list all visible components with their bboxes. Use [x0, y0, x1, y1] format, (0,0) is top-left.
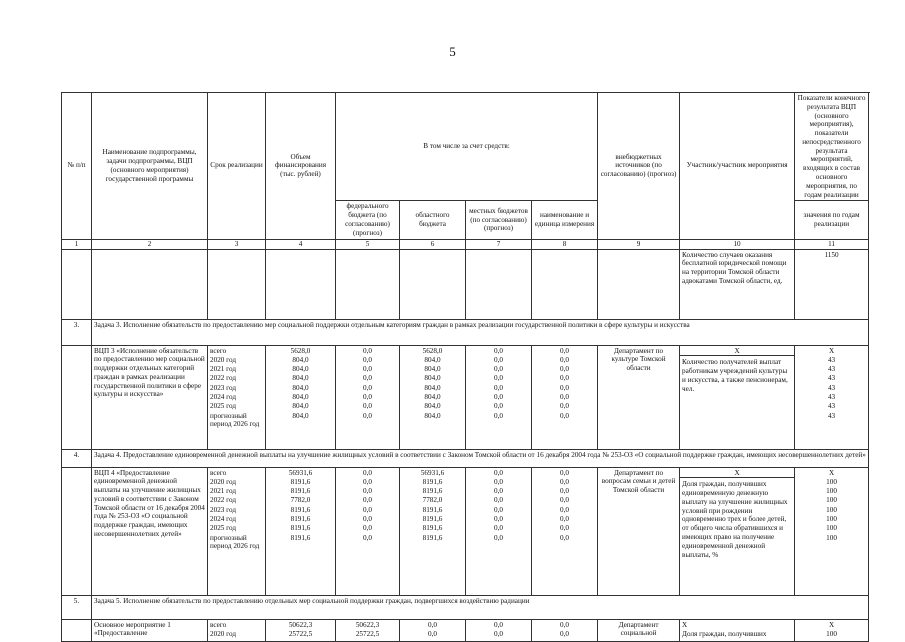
vcp3-regional	[400, 345, 466, 449]
vcp4-indicator-x: Х	[680, 469, 794, 479]
vcp3-local-value: 0,0	[494, 402, 503, 411]
header-federal: федерального бюджета (по согласованию) (прогноз)	[336, 201, 400, 239]
vcp4-ind-values-value: 100	[826, 533, 837, 542]
om1-extra-value: 0,0	[560, 620, 570, 629]
vcp3-volume-value: 804,0	[292, 383, 309, 392]
om1-volume-value: 50622,3	[288, 620, 313, 629]
vcp4-extra-value: 0,0	[560, 487, 570, 496]
vcp4-federal-value: 0,0	[363, 524, 372, 533]
vcp3-terms-value: прогнозный период 2026 год	[210, 411, 260, 429]
task4-num: 4.	[62, 449, 92, 467]
vcp3-ind-values	[795, 345, 869, 449]
header-including: В том числе за счет средств:	[336, 93, 598, 201]
vcp4-terms-value: 2020 год	[210, 477, 236, 486]
vcp4-terms-value: 2025 год	[210, 524, 236, 533]
column-number: 3	[208, 239, 266, 249]
vcp4-volume-value: 8191,6	[290, 477, 311, 486]
vcp4-extra-value: 0,0	[560, 514, 570, 523]
vcp4-ind-values-value: 100	[826, 496, 837, 505]
task-row	[62, 449, 869, 467]
vcp3-ind-values-value: 43	[827, 402, 836, 411]
vcp3-regional-value: 5628,0	[422, 346, 443, 355]
vcp4-terms-value: 2024 год	[210, 514, 236, 523]
vcp3-local-value: 0,0	[494, 374, 503, 383]
header-local: местных бюджетов (по согласованию) (прогноз)	[466, 201, 532, 239]
om1-ind-values	[795, 619, 869, 641]
om1-terms	[208, 619, 266, 641]
vcp4-regional-value: 8191,6	[422, 487, 443, 496]
vcp4-extra-value: 0,0	[560, 477, 570, 486]
vcp3-volume-value: 5628,0	[290, 346, 311, 355]
vcp3-terms-value: 2024 год	[210, 392, 236, 401]
om1-participant: Департамент социальной	[598, 619, 680, 641]
header-ind-value: значения по годам реализации	[795, 201, 869, 239]
header-volume: Объем финансирования (тыс. рублей)	[266, 93, 336, 240]
vcp3-volume	[266, 345, 336, 449]
vcp3-regional-value: 804,0	[424, 365, 441, 374]
column-number: 10	[680, 239, 795, 249]
continuation-row	[62, 249, 869, 319]
vcp3-extra-value: 0,0	[560, 374, 570, 383]
om1-regional	[400, 619, 466, 641]
om1-indicator-value: Доля граждан, получивших	[682, 629, 767, 638]
vcp4-volume	[266, 467, 336, 595]
vcp4-regional-value: 8191,6	[422, 477, 443, 486]
vcp4-federal-value: 0,0	[363, 514, 372, 523]
vcp3-ind-values-value: 43	[827, 365, 836, 374]
vcp3-terms-value: всего	[210, 346, 227, 355]
header-participant: Участник/участник мероприятия	[680, 93, 795, 240]
vcp4-indicator-text: Доля граждан, получивших единовременную денежную выплату на улучшение жилищных условий при рождении одновременно трех и более детей, от общего числа обратившихся и имеющих право на получение единовременной денежной выплаты, %	[682, 480, 788, 559]
om1-federal	[336, 619, 400, 641]
vcp4-ind-values-value: 100	[826, 477, 837, 486]
vcp4-federal-value: 0,0	[363, 468, 372, 477]
column-number: 9	[598, 239, 680, 249]
vcp3-indicator-x: Х	[680, 347, 794, 357]
vcp3-terms-value: 2020 год	[210, 355, 236, 364]
vcp3-regional-value: 804,0	[424, 374, 441, 383]
vcp3-indicator	[680, 345, 795, 449]
om1-regional-value: 0,0	[428, 620, 437, 629]
vcp3-local-value: 0,0	[494, 383, 503, 392]
vcp4-regional-value: 8191,6	[422, 514, 443, 523]
vcp4-terms	[208, 467, 266, 595]
vcp4-federal-value: 0,0	[363, 477, 372, 486]
header-ind-name: наименование и единица измерения	[532, 201, 598, 239]
vcp3-regional-value: 804,0	[424, 392, 441, 401]
continuation-indicator: Количество случаев оказания бесплатной юридической помощи на территории Томской области адвокатами Томской области, ед.	[680, 249, 795, 319]
vcp3-ind-values-value: Х	[828, 346, 835, 355]
vcp3-ind-values-value: 43	[827, 355, 836, 364]
vcp3-extra-value: 0,0	[560, 346, 570, 355]
om1-volume-value: 25722,5	[288, 629, 313, 638]
vcp4-volume-value: 8191,6	[290, 487, 311, 496]
vcp4-ind-values-value: 100	[826, 524, 837, 533]
vcp3-ind-values-value: 43	[827, 374, 836, 383]
vcp3-ind-values-value: 43	[827, 392, 836, 401]
vcp4-ind-values	[795, 467, 869, 595]
task5-num: 5.	[62, 595, 92, 619]
vcp4-extra-value: 0,0	[560, 524, 570, 533]
column-number: 8	[532, 239, 598, 249]
vcp3-regional-value: 804,0	[424, 383, 441, 392]
vcp3-federal-value: 0,0	[363, 392, 372, 401]
vcp3-federal-value: 0,0	[363, 402, 372, 411]
vcp4-local-value: 0,0	[494, 468, 503, 477]
vcp4-volume-value: 8191,6	[290, 533, 311, 542]
vcp4-federal-value: 0,0	[363, 496, 372, 505]
om1-volume	[266, 619, 336, 641]
vcp3-terms-value: 2022 год	[210, 374, 236, 383]
om1-terms-value: всего	[210, 620, 227, 629]
column-number: 7	[466, 239, 532, 249]
vcp3-terms-value: 2021 год	[210, 365, 236, 374]
header-num: № п/п	[62, 93, 92, 240]
om1-local-value: 0,0	[494, 620, 503, 629]
vcp4-local-value: 0,0	[494, 496, 503, 505]
vcp4-extra-value: 0,0	[560, 533, 570, 542]
vcp3-extra-value: 0,0	[560, 383, 570, 392]
vcp3-indicator-text: Количество получателей выплат работникам учреждений культуры и искусства, а также пенсионерам, чел.	[682, 358, 788, 393]
vcp3-volume-value: 804,0	[292, 355, 309, 364]
vcp4-terms-value: 2022 год	[210, 496, 236, 505]
vcp3-volume-value: 804,0	[292, 374, 309, 383]
vcp3-regional-value: 804,0	[424, 402, 441, 411]
vcp3-federal	[336, 345, 400, 449]
vcp4-name: ВЦП 4 «Предоставление единовременной денежной выплаты на улучшение жилищных условий в соответствии с Законом Томской области от 16 декабря 2004 года № 253-ОЗ «О социальной поддержке граждан, имеющих несовершеннолетних детей»	[92, 467, 208, 595]
vcp4-ind-values-value: 100	[826, 487, 837, 496]
vcp4-ind-values-value: Х	[828, 468, 835, 477]
om1-federal-value: 50622,3	[355, 620, 380, 629]
om1-ind-values-value: 100	[826, 629, 837, 638]
vcp4-extra-value: 0,0	[560, 505, 570, 514]
vcp4-volume-value: 56931,6	[288, 468, 313, 477]
vcp3-volume-value: 804,0	[292, 392, 309, 401]
column-number: 6	[400, 239, 466, 249]
vcp3-federal-value: 0,0	[363, 355, 372, 364]
vcp4-ind-values-value: 100	[826, 505, 837, 514]
vcp4-local-value: 0,0	[494, 477, 503, 486]
vcp3-ind-values-value: 43	[827, 411, 836, 420]
om1-local-value: 0,0	[494, 629, 503, 638]
header-name: Наименование подпрограммы, задачи подпрограммы, ВЦП (основного мероприятия) государственной программы	[92, 93, 208, 240]
vcp4-regional-value: 8191,6	[422, 533, 443, 542]
om1-local	[466, 619, 532, 641]
task4-text: Задача 4. Предоставление единовременной денежной выплаты на улучшение жилищных условий в соответствии с Законом Томской области от 16 декабря 2004 года № 253-ОЗ «О социальной поддержке граждан, имеющих несовершеннолетних детей»	[92, 449, 869, 467]
vcp3-row	[62, 345, 869, 449]
task-row	[62, 595, 869, 619]
vcp4-federal-value: 0,0	[363, 487, 372, 496]
vcp4-terms-value: 2023 год	[210, 505, 236, 514]
vcp3-num	[62, 345, 92, 449]
om1-extra	[532, 619, 598, 641]
vcp4-volume-value: 8191,6	[290, 524, 311, 533]
vcp3-federal-value: 0,0	[363, 411, 372, 420]
vcp4-terms-value: всего	[210, 468, 227, 477]
om1-row	[62, 619, 869, 641]
vcp3-ind-values-value: 43	[827, 383, 836, 392]
header-regional: областного бюджета	[400, 201, 466, 239]
page-number: 5	[449, 44, 456, 59]
vcp3-extra-value: 0,0	[560, 402, 570, 411]
vcp3-name: ВЦП 3 «Исполнение обязательств по предоставлению мер социальной поддержки отдельных категорий граждан в рамках реализации государственной политики в сфере культуры и искусства»	[92, 345, 208, 449]
om1-indicator-value: Х	[682, 620, 688, 629]
vcp4-terms-value: 2021 год	[210, 487, 236, 496]
vcp3-volume-value: 804,0	[292, 402, 309, 411]
vcp3-local-value: 0,0	[494, 392, 503, 401]
column-numbers-row	[62, 239, 869, 249]
vcp3-extra-value: 0,0	[560, 365, 570, 374]
header-extra: внебюджетных источников (по согласованию) (прогноз)	[598, 93, 680, 240]
vcp3-local	[466, 345, 532, 449]
continuation-value: 1150	[795, 249, 869, 319]
om1-name: Основное мероприятие 1 «Предоставление	[92, 619, 208, 641]
column-number: 11	[795, 239, 869, 249]
task5-text: Задача 5. Исполнение обязательств по предоставлению отдельных мер социальной поддержки граждан, подвергшихся воздействию радиации	[92, 595, 869, 619]
om1-num	[62, 619, 92, 641]
vcp3-extra-value: 0,0	[560, 411, 570, 420]
vcp4-federal	[336, 467, 400, 595]
vcp4-terms-value: прогнозный период 2026 год	[210, 533, 260, 551]
vcp3-regional-value: 804,0	[424, 355, 441, 364]
om1-regional-value: 0,0	[428, 629, 437, 638]
vcp3-regional-value: 804,0	[424, 411, 441, 420]
om1-indicator	[680, 619, 795, 641]
vcp3-federal-value: 0,0	[363, 346, 372, 355]
vcp3-terms	[208, 345, 266, 449]
vcp4-regional-value: 56931,6	[420, 468, 445, 477]
vcp4-local	[466, 467, 532, 595]
vcp4-participant: Департамент по вопросам семьи и детей Томской области	[598, 467, 680, 595]
vcp3-federal-value: 0,0	[363, 365, 372, 374]
column-number: 2	[92, 239, 208, 249]
vcp4-regional	[400, 467, 466, 595]
task3-num: 3.	[62, 319, 92, 345]
vcp4-local-value: 0,0	[494, 514, 503, 523]
vcp3-participant: Департамент по культуре Томской области	[598, 345, 680, 449]
vcp4-federal-value: 0,0	[363, 505, 372, 514]
vcp3-extra-value: 0,0	[560, 392, 570, 401]
vcp4-volume-value: 8191,6	[290, 505, 311, 514]
header-indicators: Показатели конечного результата ВЦП (основного мероприятия), показатели непосредственного результата мероприятий, входящих в состав основного мероприятия, по годам реализации	[795, 93, 869, 201]
vcp4-regional-value: 8191,6	[422, 505, 443, 514]
column-number: 4	[266, 239, 336, 249]
vcp4-row	[62, 467, 869, 595]
vcp4-local-value: 0,0	[494, 524, 503, 533]
vcp3-terms-value: 2023 год	[210, 383, 236, 392]
vcp4-extra-value: 0,0	[560, 496, 570, 505]
vcp4-extra	[532, 467, 598, 595]
vcp3-volume-value: 804,0	[292, 365, 309, 374]
vcp4-federal-value: 0,0	[363, 533, 372, 542]
vcp4-regional-value: 7782,0	[422, 496, 443, 505]
vcp4-volume-value: 7782,0	[290, 496, 311, 505]
vcp3-local-value: 0,0	[494, 411, 503, 420]
vcp3-local-value: 0,0	[494, 355, 503, 364]
vcp3-terms-value: 2025 год	[210, 402, 236, 411]
vcp4-num	[62, 467, 92, 595]
om1-terms-value: 2020 год	[210, 629, 236, 638]
om1-extra-value: 0,0	[560, 629, 570, 638]
task3-text: Задача 3. Исполнение обязательств по предоставлению мер социальной поддержки отдельным категориям граждан в рамках реализации государственной политики в сфере культуры и искусства	[92, 319, 869, 345]
vcp4-regional-value: 8191,6	[422, 524, 443, 533]
vcp3-federal-value: 0,0	[363, 383, 372, 392]
program-table	[61, 92, 869, 642]
vcp3-volume-value: 804,0	[292, 411, 309, 420]
vcp4-ind-values-value: 100	[826, 514, 837, 523]
vcp3-federal-value: 0,0	[363, 374, 372, 383]
vcp4-local-value: 0,0	[494, 487, 503, 496]
column-number: 5	[336, 239, 400, 249]
task-row	[62, 319, 869, 345]
om1-ind-values-value: Х	[828, 620, 835, 629]
vcp4-indicator	[680, 467, 795, 595]
om1-federal-value: 25722,5	[355, 629, 380, 638]
vcp4-local-value: 0,0	[494, 505, 503, 514]
vcp3-extra	[532, 345, 598, 449]
vcp3-local-value: 0,0	[494, 365, 503, 374]
column-number: 1	[62, 239, 92, 249]
vcp3-extra-value: 0,0	[560, 355, 570, 364]
vcp4-extra-value: 0,0	[560, 468, 570, 477]
header-term: Срок реализации	[208, 93, 266, 240]
vcp3-local-value: 0,0	[494, 346, 503, 355]
vcp4-local-value: 0,0	[494, 533, 503, 542]
vcp4-volume-value: 8191,6	[290, 514, 311, 523]
